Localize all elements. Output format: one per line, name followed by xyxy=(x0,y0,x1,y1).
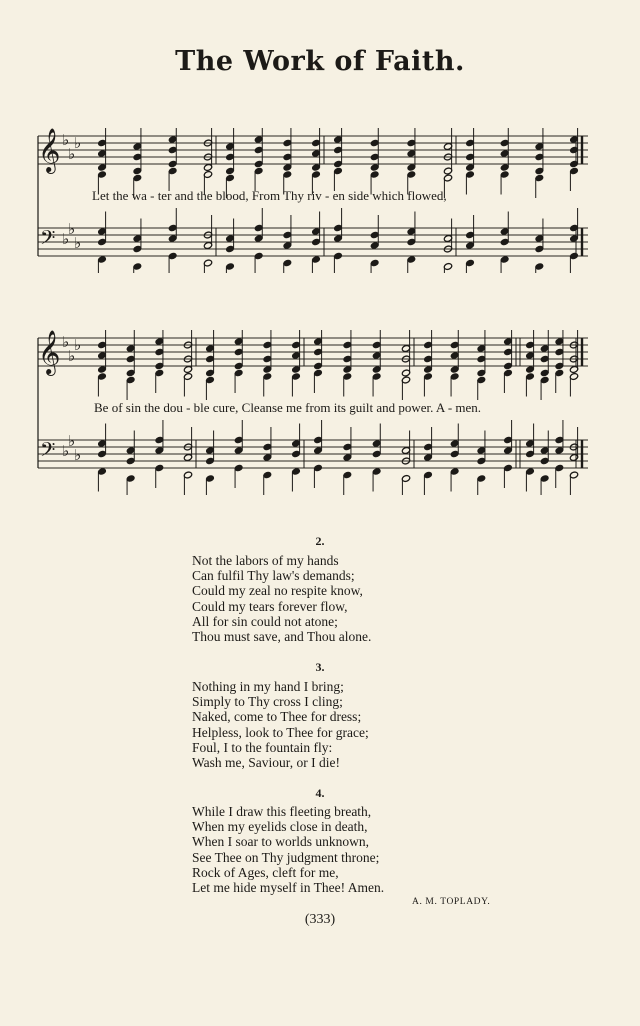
verse-line: Simply to Thy cross I cling; xyxy=(192,694,343,710)
hymn-title: The Work of Faith. xyxy=(175,46,465,77)
treble-clef-icon: 𝄞 xyxy=(38,330,61,374)
verse-line: Can fulfil Thy law's demands; xyxy=(192,568,355,584)
flat-sign-icon: ♭ xyxy=(62,333,70,351)
flat-sign-icon: ♭ xyxy=(74,446,82,464)
page-number: (333) xyxy=(304,912,336,927)
verse-line: Let me hide myself in Thee! Amen. xyxy=(192,880,385,896)
verse-line: Naked, come to Thee for dress; xyxy=(192,709,362,725)
verse-number: 2. xyxy=(315,534,325,548)
flat-sign-icon: ♭ xyxy=(68,432,76,450)
verse-line: Rock of Ages, cleft for me, xyxy=(192,864,339,880)
verse-2 xyxy=(192,553,371,644)
lyrics-line-1: Let the wa - ter and the blood, From Thy riv - en side which flowed, xyxy=(92,188,447,203)
verse-line: Could my zeal no respite know, xyxy=(192,583,363,599)
flat-sign-icon: ♭ xyxy=(74,336,82,354)
flat-sign-icon: ♭ xyxy=(62,131,70,149)
verse-line: When I soar to worlds unknown, xyxy=(192,834,369,850)
author-credit: A. M. TOPLADY. xyxy=(412,897,491,907)
verse-line: Thou must save, and Thou alone. xyxy=(192,629,372,645)
bass-clef-icon: 𝄢 xyxy=(40,226,56,254)
flat-sign-icon: ♭ xyxy=(68,347,76,365)
verse-line: Nothing in my hand I bring; xyxy=(192,679,344,694)
flat-sign-icon: ♭ xyxy=(74,134,82,152)
bass-clef-icon: 𝄢 xyxy=(40,438,56,466)
verse-number: 3. xyxy=(315,660,325,674)
verse-4 xyxy=(192,804,384,895)
verse-3 xyxy=(192,679,369,770)
flat-sign-icon: ♭ xyxy=(62,230,70,248)
verse-line: Wash me, Saviour, or I die! xyxy=(192,755,340,771)
flat-sign-icon: ♭ xyxy=(68,220,76,238)
verse-line: See Thee on Thy judgment throne; xyxy=(192,849,380,865)
flat-sign-icon: ♭ xyxy=(62,442,70,460)
treble-clef-icon: 𝄞 xyxy=(38,128,61,172)
verse-line: Not the labors of my hands xyxy=(192,553,339,568)
verse-line: Helpless, look to Thee for grace; xyxy=(192,724,369,740)
verse-line: When my eyelids close in death, xyxy=(192,819,368,835)
verse-number: 4. xyxy=(315,786,325,800)
verse-line: Foul, I to the fountain fly: xyxy=(192,739,333,755)
lyrics-line-2: Be of sin the dou - ble cure, Cleanse me from its guilt and power. A - men. xyxy=(94,400,482,415)
flat-sign-icon: ♭ xyxy=(74,234,82,252)
verse-line: While I draw this fleeting breath, xyxy=(192,804,372,819)
show-through-text xyxy=(560,78,567,108)
verse-line: Could my tears forever flow, xyxy=(192,598,348,614)
flat-sign-icon: ♭ xyxy=(68,145,76,163)
verse-line: All for sin could not atone; xyxy=(192,613,338,629)
